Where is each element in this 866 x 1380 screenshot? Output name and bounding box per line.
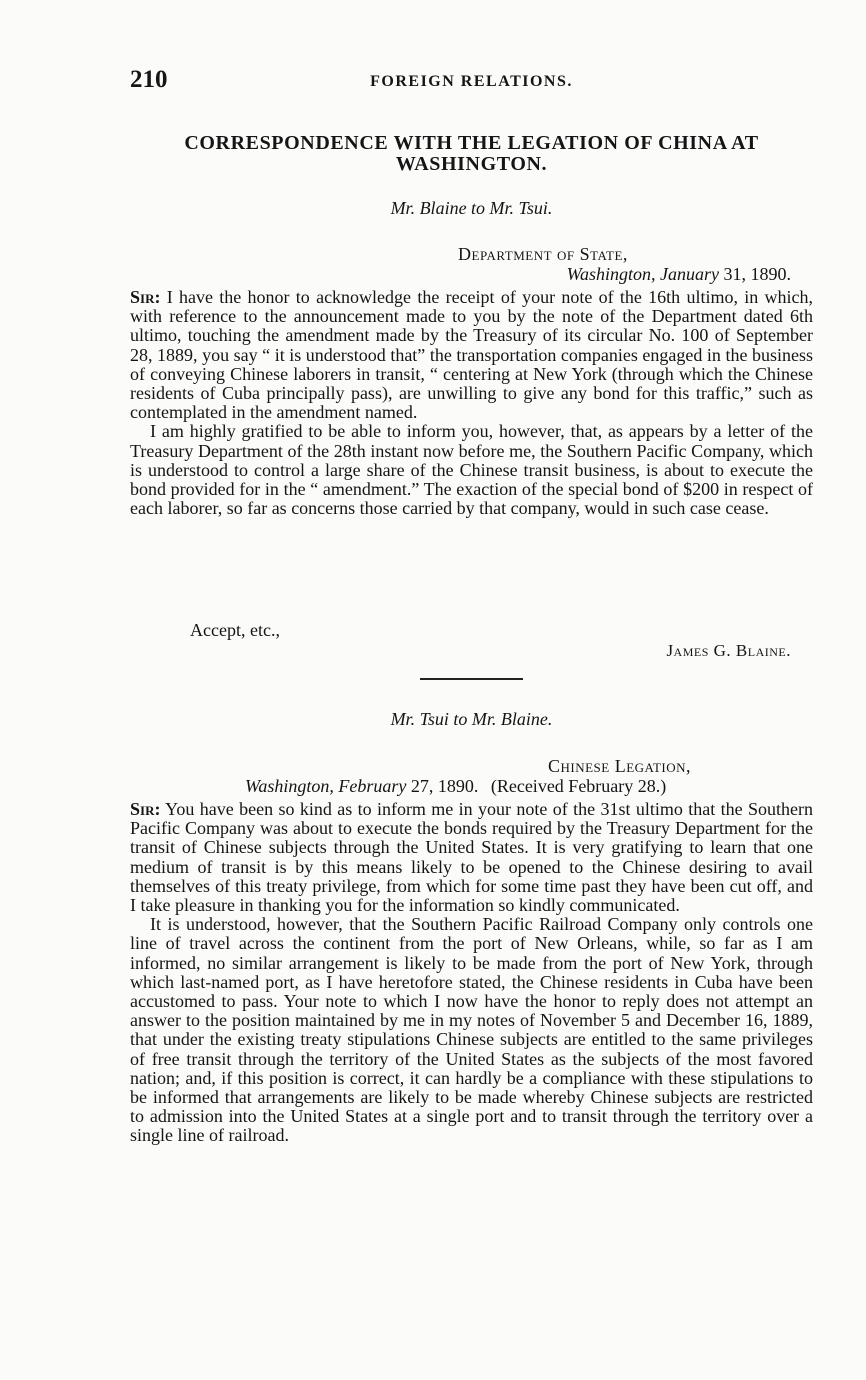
letter2-paragraph1-text: You have been so kind as to inform me in your note of the 31st ultimo that the Southern Pacific Company was about to execute the bonds required by the Treasury Department for the transit of Chinese subjects through the United States. It is very gratifying to learn that one medium of transit is by this means likely to be opened to the Chinese desiring to avail themselves of this treaty privilege, from which for some time past they have been cut off, and I take pleasure in thanking you for the information so kindly communicated. — [130, 799, 813, 916]
letter2-dateline — [245, 775, 666, 797]
letter1-paragraph1 — [130, 288, 813, 422]
letter2-salutation: Sir: — [130, 799, 161, 819]
running-title: FOREIGN RELATIONS. — [370, 73, 573, 90]
letter2-paragraph1 — [130, 800, 813, 915]
section-title — [130, 133, 813, 175]
page-number: 210 — [130, 66, 168, 93]
letter2-place: Washington, — [245, 776, 334, 796]
letter1-date-month: January — [660, 264, 719, 284]
section-divider — [420, 678, 523, 680]
letter2-date-rest: 27, 1890. — [410, 776, 479, 796]
letter1-date-rest: 31, 1890. — [723, 264, 791, 284]
letter2-paragraph2: It is understood, however, that the Southern Pacific Railroad Company only controls one line of travel across the continent from the port of New Orleans, while, so far as I am informed, no similar arrangement is likely to be made from the port of New York, through which last-named port, as I have heretofore stated, the Chinese residents in Cuba have been accustomed to pass. Your note to which I now have the honor to reply does not attempt an answer to the position maintained by me in my notes of November 5 and December 16, 1889, that under the existing treaty stipulations Chinese subjects are entitled to the same privileges of free transit through the territory of the United States as the subjects of the most favored nation; and, if this position is correct, it can hardly be a compliance with these stipulations to be informed that arrangements are likely to be made whereby Chinese subjects are restricted to admission into the United States at a single port and to transit through the territory over a single line of railroad. — [130, 914, 813, 1146]
section-title-line2: WASHINGTON. — [395, 153, 548, 175]
letter2-body — [130, 800, 813, 1146]
letter1-paragraph2: I am highly gratified to be able to inform you, however, that, as appears by a letter of the Treasury Department of the 28th instant now before me, the Southern Pacific Company, which is understood to control a large share of the Chinese transit business, is about to execute the bond provided for in the “ amendment.” The exaction of the special bond of $200 in respect of each laborer, so far as concerns those carried by that company, would in such case cease. — [130, 421, 813, 519]
letter1-body — [130, 288, 813, 518]
letter1-department: Department of State, — [458, 244, 628, 264]
letter1-place: Washington, — [566, 264, 656, 284]
letter1-dateline — [567, 263, 791, 285]
letter2-received: (Received February 28.) — [490, 776, 667, 796]
letter2-date-month: February — [338, 776, 407, 796]
letter1-signature: James G. Blaine. — [666, 641, 791, 660]
letter1-salutation: Sir: — [130, 287, 161, 307]
letter1-paragraph1-text: I have the honor to acknowledge the receipt of your note of the 16th ultimo, in which, with reference to the announcement made to you by the note of the Department dated 6th ultimo, touching the amendment made by the Treasury of its circular No. 100 of September 28, 1889, you say “ it is understood that” the transportation companies engaged in the business of conveying Chinese laborers in transit, “ centering at New York (through which the Chinese residents of Cuba principally pass), are unwilling to give any bond for this traffic,” such as contemplated in the amendment named. — [130, 287, 814, 423]
letter1-closing: Accept, etc., — [190, 620, 280, 640]
letter2-legation: Chinese Legation, — [548, 756, 692, 776]
letter1-heading: Mr. Blaine to Mr. Tsui. — [390, 198, 553, 218]
letter2-heading: Mr. Tsui to Mr. Blaine. — [390, 709, 553, 729]
running-head — [130, 66, 813, 98]
section-title-line1: CORRESPONDENCE WITH THE LEGATION OF CHINA AT — [184, 132, 759, 154]
